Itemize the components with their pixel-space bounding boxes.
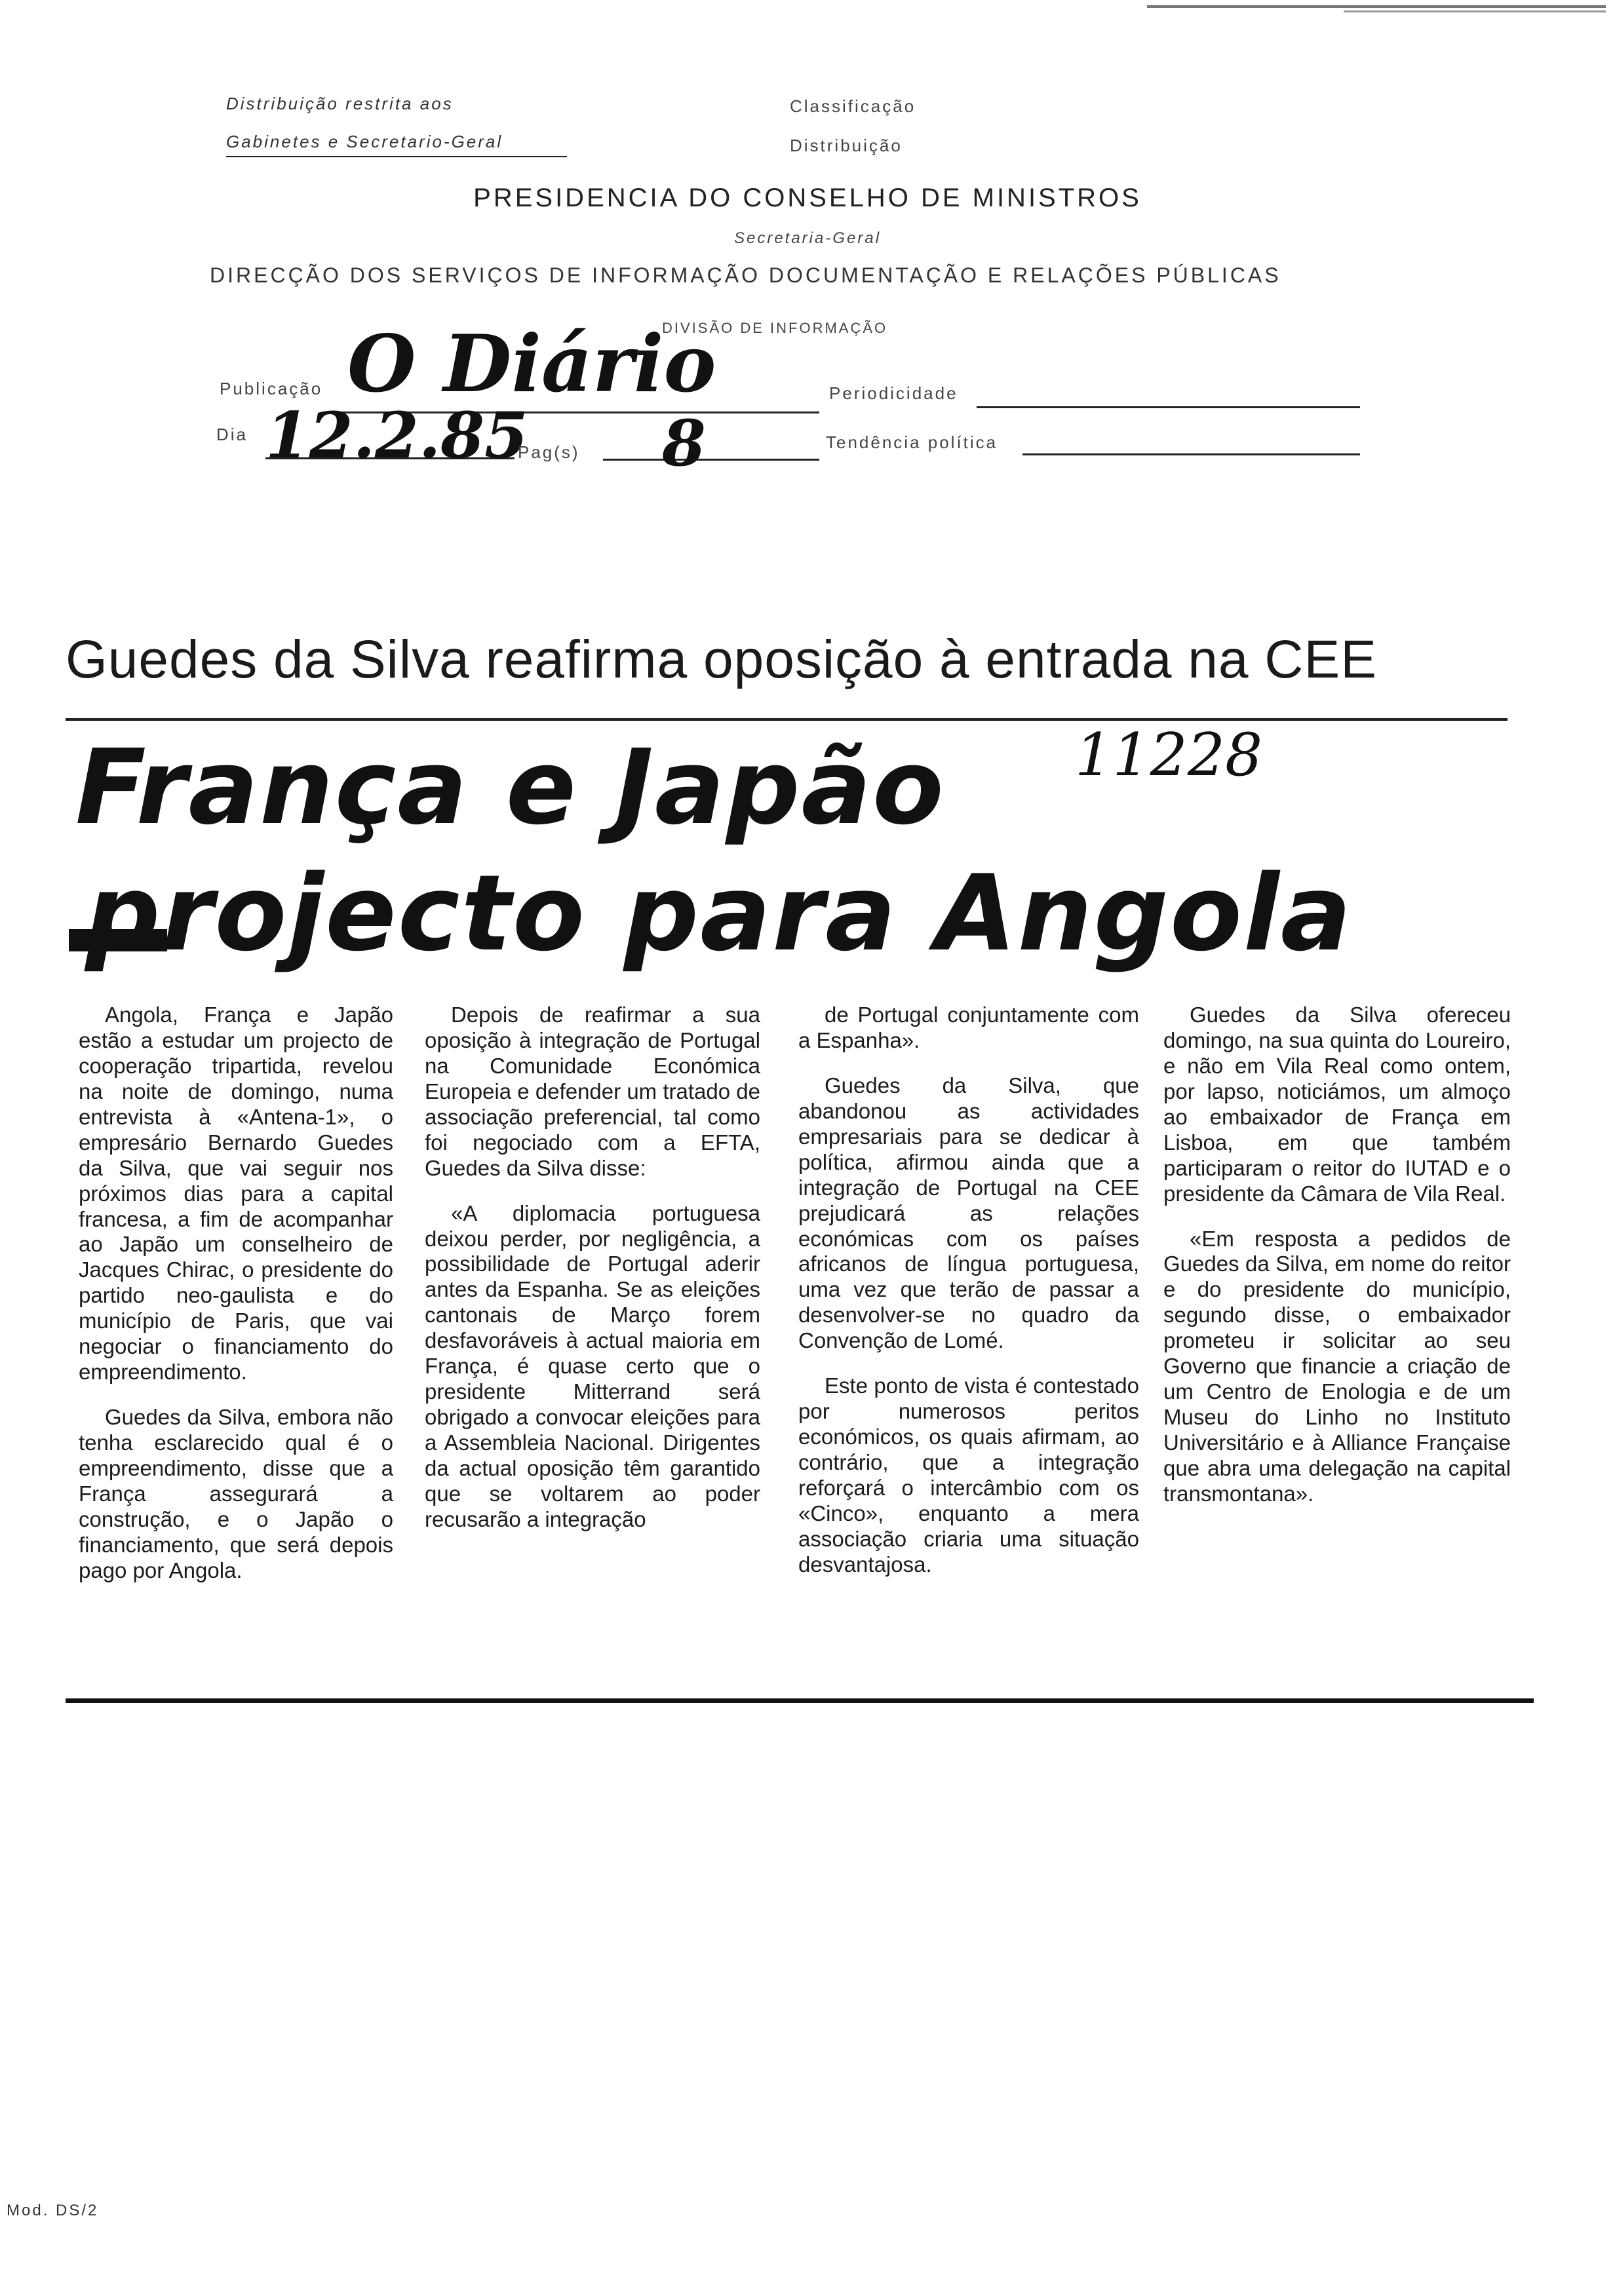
column-1-paragraph-2: Guedes da Silva, embora não tenha esclarecido qual é o empreendimento, disse que a França assegurará a construção, e o Japão o financiamento, que será depois pago por Angola.	[79, 1405, 393, 1582]
direccao-servicos-label: DIRECÇÃO DOS SERVIÇOS DE INFORMAÇÃO DOCUMENTAÇÃO E RELAÇÕES PÚBLICAS	[210, 263, 1281, 287]
column-2-paragraph-2: «A diplomacia portuguesa deixou perder, por negligência, a possibilidade de Portugal aderir antes da Espanha. Se as eleições cantonais de Março forem desfavoráveis à actual maioria em França, é quase certo que o presidente Mitterrand será obrigado a convocar eleições para a Assembleia Nacional. Dirigentes da actual oposição têm garantido que se voltarem ao poder recusarão a integração	[425, 1200, 760, 1531]
pags-handwritten-value: 8	[662, 406, 706, 480]
article-column-4	[1163, 1003, 1511, 1527]
column-3-paragraph-2: Guedes da Silva, que abandonou as actividades empresariais para se dedicar à política, afirmou ainda que a integração de Portugal na CEE prejudicará as relações económicas com os países africanos de língua portuguesa, uma vez que terão de passar a desenvolver-se no quadro da Convenção de Lomé.	[798, 1073, 1139, 1353]
distribuicao-restrita-label: Distribuição restrita aos	[226, 94, 454, 113]
presidencia-title: PRESIDENCIA DO CONSELHO DE MINISTROS	[473, 183, 1142, 212]
classificacao-label: Classificação	[790, 96, 916, 116]
dia-label: Dia	[216, 425, 248, 444]
column-2-paragraph-1: Depois de reafirmar a sua oposição à integração de Portugal na Comunidade Económica Europeia e defender um tratado de associação preferencial, tal como foi negociado com a EFTA, Guedes da Silva disse:	[425, 1003, 760, 1180]
tendencia-underline	[1022, 453, 1360, 455]
divisao-informacao-label: DIVISÃO DE INFORMAÇÃO	[662, 320, 888, 336]
article-subheadline: Guedes da Silva reafirma oposição à entrada na CEE	[66, 630, 1377, 689]
periodicidade-label: Periodicidade	[829, 383, 958, 403]
gabinetes-label: Gabinetes e Secretario-Geral	[226, 132, 503, 151]
article-column-2	[425, 1003, 760, 1552]
pags-label: Pag(s)	[518, 442, 580, 462]
gabinetes-underline	[226, 156, 567, 157]
publicacao-label: Publicação	[220, 379, 323, 398]
scan-artifact-top	[1147, 5, 1606, 8]
tendencia-politica-label: Tendência política	[826, 432, 998, 452]
distribuicao-label: Distribuição	[790, 136, 903, 155]
secretaria-geral-label: Secretaria-Geral	[733, 229, 882, 247]
article-column-3	[798, 1003, 1139, 1598]
column-4-paragraph-1: Guedes da Silva ofereceu domingo, na sua quinta do Loureiro, e não em Vila Real como ontem, por lapso, noticiámos, um almoço ao embaixador de França em Lisboa, em que também participaram o reitor do IUTAD e o presidente da Câmara de Vila Real.	[1163, 1003, 1511, 1206]
column-4-paragraph-2: «Em resposta a pedidos de Guedes da Silva, em nome do reitor e do presidente do município, segundo disse, o embaixador prometeu ir solicitar ao seu Governo que financie a criação de um Centro de Enologia e de um Museu do Linho no Instituto Universitário e à Alliance Française que abra uma delegação na capital transmontana».	[1163, 1226, 1511, 1506]
article-headline-line1: França e Japão	[75, 727, 945, 848]
dia-handwritten-value: 12.2.85	[265, 398, 528, 472]
column-1-paragraph-1: Angola, França e Japão estão a estudar um projecto de cooperação tripartida, revelou na noite de domingo, numa entrevista à «Antena-1», o empresário Bernardo Guedes da Silva, que vai seguir nos próximos dias para a capital francesa, a fim de acompanhar ao Japão um conselheiro de Jacques Chirac, o presidente do partido neo-gaulista e do município de Paris, que vai negociar o financiamento do empreendimento.	[79, 1003, 393, 1385]
article-headline-line2: projecto para Angola	[85, 852, 1353, 974]
column-3-paragraph-1: de Portugal conjuntamente com a Espanha».	[798, 1003, 1139, 1052]
subheadline-rule	[66, 718, 1508, 721]
form-model-number: Mod. DS/2	[7, 2202, 99, 2219]
article-column-1	[79, 1003, 393, 1603]
pags-underline	[603, 459, 819, 461]
article-bottom-rule	[66, 1698, 1534, 1703]
handwritten-annotation: 11228	[1075, 721, 1263, 790]
publicacao-handwritten-value: O Diário	[347, 318, 716, 410]
scan-artifact-top-2	[1344, 10, 1606, 12]
periodicidade-underline	[977, 406, 1360, 408]
column-3-paragraph-3: Este ponto de vista é contestado por numerosos peritos económicos, os quais afirmam, ao contrário, que a integração reforçará o intercâmbio com os «Cinco», enquanto a mera associação criaria uma situação desvantajosa.	[798, 1373, 1139, 1577]
